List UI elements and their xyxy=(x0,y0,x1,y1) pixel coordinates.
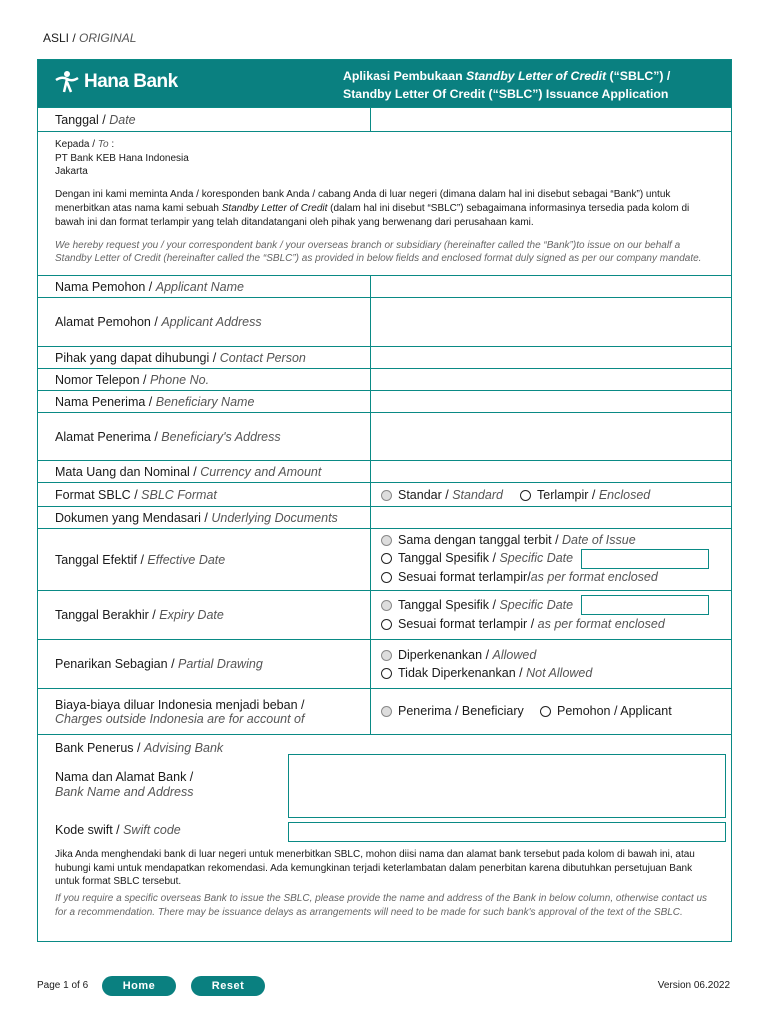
eff-specific-label-id: Tanggal Spesifik xyxy=(398,551,490,565)
partial-drawing-label-id: Penarikan Sebagian xyxy=(55,657,168,671)
beneficiary-address-row xyxy=(38,412,731,460)
sblc-format-label-id: Format SBLC xyxy=(55,487,131,502)
exp-enclosed-label-en: as per format enclosed xyxy=(537,617,665,631)
exp-specific-label-id: Tanggal Spesifik xyxy=(398,598,490,612)
date-label: Tanggal / Date xyxy=(38,108,371,131)
bank-name-address-label xyxy=(55,770,194,800)
date-input[interactable] xyxy=(371,108,731,131)
radio-not-allowed[interactable] xyxy=(381,668,392,679)
effective-date-issue-option[interactable]: Sama dengan tanggal terbit / Date of Issue xyxy=(381,533,636,547)
expiry-specific-date-input[interactable] xyxy=(581,595,709,615)
eff-enclosed-label-id: Sesuai format terlampir/ xyxy=(398,570,531,584)
issue-label-id: Sama dengan tanggal terbit xyxy=(398,533,552,547)
partial-drawing-row xyxy=(38,639,731,688)
request-text-en: We hereby request you / your correspondent bank / your overseas branch or subsidiary (hereinafter called the “Bank”)to issue on our behalf a Standby Letter of Credit (hereinafter called the “SBLC”) as provided in below fields and enclosed format duly signed as per our company mandate. xyxy=(55,239,702,264)
sblc-format-options xyxy=(371,483,731,506)
partial-drawing-options xyxy=(371,640,731,688)
beneficiary-address-label: Alamat Penerima / Beneficiary's Address xyxy=(38,413,371,460)
partial-drawing-label: Penarikan Sebagian / Partial Drawing xyxy=(38,640,371,688)
hana-logo-icon xyxy=(54,70,80,94)
applicant-address-label-id: Alamat Pemohon xyxy=(55,315,151,329)
underlying-documents-input[interactable] xyxy=(371,507,731,528)
swift-code-input[interactable] xyxy=(288,822,726,842)
enclosed-label-en: Enclosed xyxy=(598,488,651,502)
applicant-name-label-en: Applicant Name xyxy=(155,279,244,294)
radio-effective-enclosed[interactable] xyxy=(381,572,392,583)
radio-allowed[interactable] xyxy=(381,650,392,661)
copy-label-separator: / xyxy=(69,31,80,45)
standard-label-id: Standar xyxy=(398,488,442,502)
charges-beneficiary-option[interactable] xyxy=(381,704,524,718)
bank-name-address-input[interactable] xyxy=(288,754,726,818)
eff-enclosed-label-en: as per format enclosed xyxy=(530,570,658,584)
currency-amount-label-id: Mata Uang dan Nominal xyxy=(55,464,190,479)
radio-expiry-specific[interactable] xyxy=(381,600,392,611)
partial-drawing-allowed-option[interactable]: Diperkenankan / Allowed xyxy=(381,648,536,662)
radio-charges-beneficiary[interactable] xyxy=(381,706,392,717)
applicant-address-row xyxy=(38,297,731,346)
document-copy-label xyxy=(43,31,136,45)
charges-row xyxy=(38,688,731,734)
date-row xyxy=(38,107,731,131)
underlying-docs-label-en: Underlying Documents xyxy=(211,510,338,525)
radio-effective-specific[interactable] xyxy=(381,553,392,564)
charges-options xyxy=(371,689,731,734)
beneficiary-name-input[interactable] xyxy=(371,391,731,412)
swift-label-id: Kode swift xyxy=(55,823,113,837)
to-label-en: To xyxy=(97,139,109,150)
effective-specific-date-input[interactable] xyxy=(581,549,709,569)
expiry-date-options xyxy=(371,591,731,639)
partial-drawing-not-allowed-option[interactable]: Tidak Diperkenankan / Not Allowed xyxy=(381,666,592,680)
request-text-id xyxy=(55,188,714,230)
contact-person-row xyxy=(38,346,731,368)
underlying-documents-row xyxy=(38,506,731,528)
radio-expiry-enclosed[interactable] xyxy=(381,619,392,630)
expiry-date-label-en: Expiry Date xyxy=(159,608,224,622)
sblc-format-enclosed-option[interactable]: Terlampir / Enclosed xyxy=(520,488,650,502)
partial-drawing-label-en: Partial Drawing xyxy=(178,657,263,671)
effective-date-enclosed-option[interactable] xyxy=(381,570,658,584)
currency-amount-row xyxy=(38,460,731,482)
sblc-application-form xyxy=(37,59,732,942)
recipient-bank-name: PT Bank KEB Hana Indonesia xyxy=(55,152,189,164)
radio-date-of-issue[interactable] xyxy=(381,535,392,546)
intro-block xyxy=(38,131,731,275)
applicant-name-input[interactable] xyxy=(371,276,731,297)
effective-date-label-en: Effective Date xyxy=(147,552,226,567)
contact-person-label-id: Pihak yang dapat dihubungi xyxy=(55,350,210,365)
date-label-en: Date xyxy=(109,112,136,127)
applicant-name-label: Nama Pemohon / Applicant Name xyxy=(38,276,371,297)
home-button[interactable]: Home xyxy=(102,976,176,996)
phone-label-id: Nomor Telepon xyxy=(55,372,140,387)
request-text-id-post: (dalam hal ini disebut “SBLC”) sebagaimana informasinya tersedia pada kolom di bawah ini dan format terlampir yang telah ditandatangani oleh pihak yang berwenang dari perusahaan kami. xyxy=(55,202,690,228)
version-label: Version 06.2022 xyxy=(657,980,730,991)
charges-applicant-option[interactable] xyxy=(540,704,672,718)
contact-person-label: Pihak yang dapat dihubungi / Contact Person xyxy=(38,347,371,368)
allowed-label-en: Allowed xyxy=(492,648,537,662)
underlying-documents-label: Dokumen yang Mendasari / Underlying Documents xyxy=(38,507,371,528)
applicant-name-label-id: Nama Pemohon xyxy=(55,279,146,294)
form-title-line2: Standby Letter Of Credit (“SBLC”) Issuance Application xyxy=(343,87,669,101)
sblc-format-row xyxy=(38,482,731,506)
beneficiary-name-row xyxy=(38,390,731,412)
page-indicator: Page 1 of 6 xyxy=(37,980,89,991)
copy-label-id: ASLI xyxy=(43,31,70,45)
advising-bank-title-id: Bank Penerus xyxy=(55,741,134,755)
exp-enclosed-label-id: Sesuai format terlampir xyxy=(398,617,528,631)
applicant-address-label-en: Applicant Address xyxy=(161,315,262,329)
currency-amount-label-en: Currency and Amount xyxy=(200,464,322,479)
form-title-line1 xyxy=(343,67,713,85)
effective-date-specific-option[interactable]: Tanggal Spesifik / Specific Date xyxy=(381,551,573,565)
date-label-id: Tanggal xyxy=(55,112,99,127)
beneficiary-name-label-en: Beneficiary Name xyxy=(155,394,255,409)
charges-label xyxy=(38,689,371,734)
effective-date-options xyxy=(371,529,731,590)
phone-row xyxy=(38,368,731,390)
form-header xyxy=(38,60,731,107)
hana-bank-logo xyxy=(54,70,178,94)
advising-bank-title-en: Advising Bank xyxy=(143,741,224,755)
reset-button[interactable]: Reset xyxy=(191,976,265,996)
applicant-address-input[interactable] xyxy=(371,298,731,346)
request-text-id-italic: Standby Letter of Credit xyxy=(221,202,328,214)
logo-text: Hana Bank xyxy=(84,71,178,93)
standard-label-en: Standard xyxy=(452,488,503,502)
radio-standard[interactable] xyxy=(381,490,392,501)
phone-label-en: Phone No. xyxy=(149,372,210,387)
beneficiary-address-label-en: Beneficiary's Address xyxy=(161,429,281,444)
applicant-name-row xyxy=(38,275,731,297)
bank-name-label-en: Bank Name and Address xyxy=(55,785,194,799)
title-line1-post: (“SBLC”) / xyxy=(606,69,671,83)
issue-label-en: Date of Issue xyxy=(562,533,636,547)
title-line1-italic: Standby Letter of Credit xyxy=(466,69,607,83)
copy-label-en: ORIGINAL xyxy=(79,31,137,45)
radio-charges-applicant[interactable] xyxy=(540,706,551,717)
beneficiary-name-label: Nama Penerima / Beneficiary Name xyxy=(38,391,371,412)
form-title xyxy=(343,67,713,103)
phone-label: Nomor Telepon / Phone No. xyxy=(38,369,371,390)
advising-bank-note-en: If you require a specific overseas Bank to issue the SBLC, please provide the name and address of the Bank in below column, otherwise contact us for a recommendation. There may be issuance delays as arrangements will need to be made for such bank's approval of the text of the SBLC. xyxy=(55,893,708,918)
allowed-label-id: Diperkenankan xyxy=(398,648,483,662)
charges-beneficiary-label: Penerima / Beneficiary xyxy=(398,704,524,718)
contact-person-input[interactable] xyxy=(371,347,731,368)
charges-applicant-label: Pemohon / Applicant xyxy=(557,704,672,718)
applicant-address-label: Alamat Pemohon / Applicant Address xyxy=(38,298,371,346)
request-text-id-pre: Dengan ini kami meminta Anda / koresponden bank Anda / cabang Anda di luar negeri (dimana dalam hal ini disebut sebagai “Bank”) untuk menerbitkan atas nama kami sebuah xyxy=(55,188,671,214)
contact-person-label-en: Contact Person xyxy=(219,350,306,365)
sblc-format-standard-option[interactable]: Standar / Standard xyxy=(381,488,503,502)
exp-specific-label-en: Specific Date xyxy=(499,598,574,612)
swift-label-en: Swift code xyxy=(123,823,181,837)
recipient-to: Kepada / To : xyxy=(55,139,115,150)
expiry-date-label-id: Tanggal Berakhir xyxy=(55,608,149,622)
effective-date-label: Tanggal Efektif / Effective Date xyxy=(38,529,371,590)
advising-bank-note-id: Jika Anda menghendaki bank di luar negeri untuk menerbitkan SBLC, mohon diisi nama dan alamat bank tersebut pada kolom di bawah ini, atau hubungi kami untuk mendapatkan rekomendasi. Ada kemungkinan terjadi keterlambatan dalam penerbitan karena dibutuhkan persetujuan Bank untuk format SBLC tersebut. xyxy=(55,849,695,887)
recipient-city: Jakarta xyxy=(55,166,88,177)
currency-amount-input[interactable] xyxy=(371,461,731,482)
expiry-date-enclosed-option[interactable]: Sesuai format terlampir / as per format enclosed xyxy=(381,617,665,631)
effective-date-row xyxy=(38,528,731,590)
swift-code-label: Kode swift / Swift code xyxy=(55,823,181,837)
underlying-docs-label-id: Dokumen yang Mendasari xyxy=(55,510,201,525)
advising-bank-section xyxy=(38,734,731,941)
not-allowed-label-en: Not Allowed xyxy=(526,666,593,680)
effective-date-label-id: Tanggal Efektif xyxy=(55,552,137,567)
sblc-format-label: Format SBLC / SBLC Format xyxy=(38,483,371,506)
radio-enclosed[interactable] xyxy=(520,490,531,501)
charges-label-en: Charges outside Indonesia are for account of xyxy=(55,711,305,726)
eff-specific-label-en: Specific Date xyxy=(499,551,574,565)
title-line1-pre: Aplikasi Pembukaan xyxy=(343,69,467,83)
beneficiary-address-label-id: Alamat Penerima xyxy=(55,429,151,444)
sblc-format-label-en: SBLC Format xyxy=(141,487,217,502)
beneficiary-address-input[interactable] xyxy=(371,413,731,460)
expiry-date-row xyxy=(38,590,731,639)
expiry-date-specific-option[interactable]: Tanggal Spesifik / Specific Date xyxy=(381,598,573,612)
bank-name-label-id: Nama dan Alamat Bank / xyxy=(55,770,194,784)
not-allowed-label-id: Tidak Diperkenankan xyxy=(398,666,516,680)
beneficiary-name-label-id: Nama Penerima xyxy=(55,394,146,409)
phone-input[interactable] xyxy=(371,369,731,390)
to-label-id: Kepada xyxy=(55,139,90,150)
enclosed-label-id: Terlampir xyxy=(537,488,589,502)
charges-label-id: Biaya-biaya diluar Indonesia menjadi beban / xyxy=(55,697,305,712)
advising-bank-title: Bank Penerus / Advising Bank xyxy=(55,741,224,755)
to-colon: : xyxy=(108,139,115,150)
expiry-date-label: Tanggal Berakhir / Expiry Date xyxy=(38,591,371,639)
currency-amount-label: Mata Uang dan Nominal / Currency and Amount xyxy=(38,461,371,482)
